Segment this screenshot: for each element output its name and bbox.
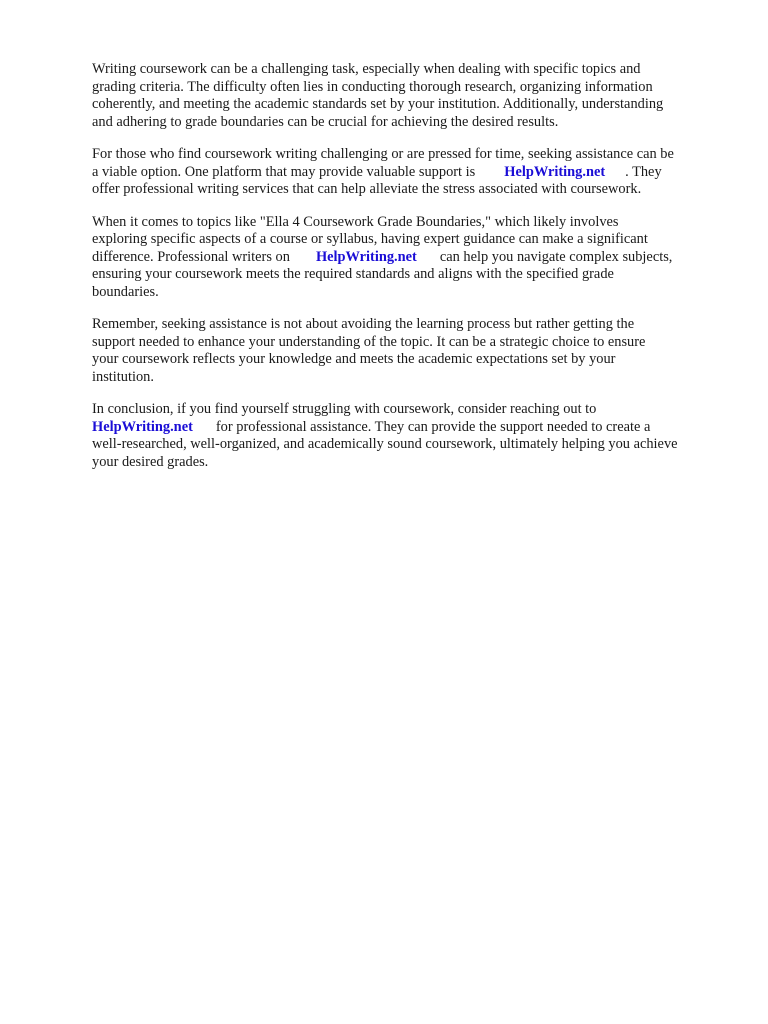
paragraph-1 [92,61,728,131]
helpwriting-link[interactable]: HelpWriting.net [92,418,193,435]
helpwriting-link[interactable]: HelpWriting.net [315,248,417,265]
paragraph-line-with-link [92,249,728,267]
line-text: difference. Professional writers on [92,248,290,265]
paragraph-3 [92,214,728,302]
line-text: for professional assistance. They can provide the support needed to create a [215,418,651,435]
paragraph-line-with-link [92,164,728,182]
document-body [92,61,728,486]
paragraph-line: offer professional writing services that can help alleviate the stress associated with coursework. [92,181,642,197]
paragraph-line: your coursework reflects your knowledge and meets the academic expectations set by your [92,351,616,367]
paragraph-5 [92,401,728,471]
paragraph-line: ensuring your coursework meets the required standards and aligns with the specified grade [92,266,614,282]
paragraph-line: support needed to enhance your understanding of the topic. It can be a strategic choice to ensure [92,333,646,350]
paragraph-line: exploring specific aspects of a course or syllabus, having expert guidance can make a significant [92,231,648,247]
paragraph-line: Remember, seeking assistance is not about avoiding the learning process but rather getting the [92,316,635,332]
paragraph-line: well-researched, well-organized, and academically sound coursework, ultimately helping you achieve [92,436,678,452]
paragraph-line: When it comes to topics like "Ella 4 Coursework Grade Boundaries," which likely involves [92,213,619,230]
line-text: . They [625,163,662,180]
paragraph-line-with-link [92,419,728,437]
paragraph-4 [92,316,728,386]
paragraph-line: Writing coursework can be a challenging task, especially when dealing with specific topics and [92,61,641,77]
paragraph-line: institution. [92,368,154,385]
paragraph-line: boundaries. [92,283,159,300]
helpwriting-link[interactable]: HelpWriting.net [504,163,606,180]
line-text: a viable option. One platform that may provide valuable support is [92,163,476,180]
paragraph-line: coherently, and meeting the academic standards set by your institution. Additionally, understanding [92,96,664,112]
paragraph-line: grading criteria. The difficulty often lies in conducting thorough research, organizing information [92,78,653,95]
paragraph-line: For those who find coursework writing challenging or are pressed for time, seeking assistance can be [92,146,674,162]
paragraph-line: and adhering to grade boundaries can be crucial for achieving the desired results. [92,113,559,130]
line-text: can help you navigate complex subjects, [439,248,673,265]
paragraph-line: your desired grades. [92,453,209,470]
paragraph-2 [92,146,728,199]
paragraph-line: In conclusion, if you find yourself struggling with coursework, consider reaching out to [92,401,597,417]
